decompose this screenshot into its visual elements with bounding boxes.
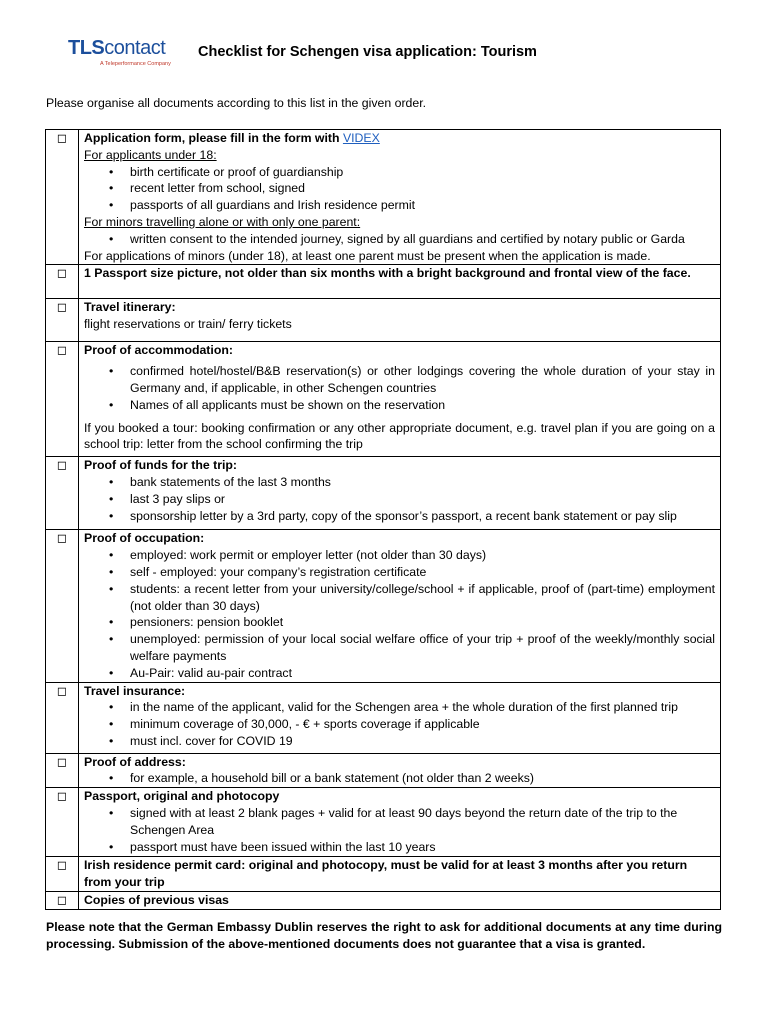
item-text: flight reservations or train/ ferry tickets [84,317,292,332]
checklist-row-previous-visas [46,891,721,909]
checkbox[interactable]: ◻ [46,530,79,682]
checklist-item-content [79,682,721,753]
logo-tagline: A Teleperformance Company [100,61,171,67]
list-item: • signed with at least 2 blank pages + valid for at least 90 days beyond the return date of the trip to the Schengen Area [130,805,715,839]
checklist-item-content [79,530,721,682]
list-item: • last 3 pay slips or [130,491,715,508]
note-text: For applications of minors (under 18), at least one parent must be present when the application is made. [84,248,651,263]
intro-text: Please organise all documents according to this list in the given order. [46,96,427,110]
checklist-item-content [79,457,721,530]
checklist-item-content [79,788,721,857]
bullet-list [84,231,715,248]
checklist-row-travel-itinerary [46,299,721,342]
list-item: • Names of all applicants must be shown on the reservation [130,397,715,414]
checkbox[interactable]: ◻ [46,682,79,753]
checkbox[interactable]: ◻ [46,457,79,530]
list-item: • birth certificate or proof of guardianship [130,164,715,181]
list-item: • self - employed: your company’s registration certificate [130,564,715,581]
list-item: • students: a recent letter from your university/college/school + if applicable, proof of (part-time) employment (not older than 30 days) [130,581,715,615]
item-title: Proof of occupation: [84,531,205,546]
checklist-row-application-form [46,130,721,265]
subheading-under-18: For applicants under 18: [84,147,217,162]
list-item: • passport must have been issued within the last 10 years [130,839,715,856]
list-item: • must incl. cover for COVID 19 [130,733,715,750]
checklist-row-occupation [46,530,721,682]
videx-link[interactable]: VIDEX [342,131,380,145]
bullet-list [84,164,715,214]
checkbox[interactable]: ◻ [46,265,79,299]
checkbox[interactable]: ◻ [46,130,79,265]
logo-contact-text: contact [104,37,166,59]
list-item: • unemployed: permission of your local social welfare office of your trip + proof of the weekly/monthly social welfare payments [130,631,715,665]
subheading-minors-travelling: For minors travelling alone or with only one parent: [84,214,361,229]
page-header [68,38,728,72]
checklist-row-address [46,753,721,788]
checklist-item-content [79,265,721,299]
list-item: • written consent to the intended journey, signed by all guardians and certified by notary public or Garda [130,231,715,248]
checklist-item-content [79,857,721,892]
list-item: • sponsorship letter by a 3rd party, copy of the sponsor’s passport, a recent bank statement or pay slip [130,508,715,525]
checklist-row-accommodation [46,342,721,457]
item-text: If you booked a tour: booking confirmation or any other appropriate document, e.g. travel plan if you are going on a school trip: letter from the school confirming the trip [84,420,715,452]
checklist-item-content [79,299,721,342]
tlscontact-logo [68,38,178,72]
list-item: • for example, a household bill or a bank statement (not older than 2 weeks) [130,770,715,787]
checkbox[interactable]: ◻ [46,788,79,857]
bullet-list [84,547,715,681]
checklist-item-content [79,130,721,265]
bullet-list [84,805,715,855]
checklist-row-passport-picture [46,265,721,299]
document-title: Checklist for Schengen visa application: Tourism [198,44,537,60]
item-title: Application form, please fill in the form with [84,131,343,145]
item-title: Irish residence permit card: original and photocopy, must be valid for at least 3 months after you return from your trip [84,858,688,889]
checklist-row-travel-insurance [46,682,721,753]
list-item: • confirmed hotel/hostel/B&B reservation(s) or other lodgings covering the whole duration of your stay in Germany and, if applicable, in other Schengen countries [130,363,715,397]
checkbox[interactable]: ◻ [46,753,79,788]
checklist-item-content [79,342,721,457]
bullet-list [84,363,715,413]
list-item: • pensioners: pension booklet [130,614,715,631]
checklist-row-passport [46,788,721,857]
logo-tls-text: TLS [68,37,105,59]
item-title: Proof of address: [84,754,186,769]
bullet-list [84,699,715,749]
item-title: Proof of funds for the trip: [84,458,238,473]
checkbox[interactable]: ◻ [46,891,79,909]
bullet-list [84,474,715,524]
list-item: • minimum coverage of 30,000, - € + sports coverage if applicable [130,716,715,733]
checklist-row-funds [46,457,721,530]
checklist-table [45,129,721,910]
checkbox[interactable]: ◻ [46,299,79,342]
list-item: • bank statements of the last 3 months [130,474,715,491]
item-title: Copies of previous visas [84,892,229,907]
list-item: • passports of all guardians and Irish residence permit [130,197,715,214]
checklist-row-residence-permit [46,857,721,892]
item-title: Passport, original and photocopy [84,789,280,804]
checklist-item-content [79,753,721,788]
item-title: Travel itinerary: [84,300,176,315]
list-item: • Au-Pair: valid au-pair contract [130,665,715,682]
footer-note: Please note that the German Embassy Dublin reserves the right to ask for additional documents at any time during processing. Submission of the above-mentioned documents does not guarantee that a visa is granted. [46,920,722,951]
item-title: Travel insurance: [84,683,186,698]
item-title: 1 Passport size picture, not older than six months with a bright background and frontal view of the face. [84,266,691,281]
list-item: • recent letter from school, signed [130,180,715,197]
item-title: Proof of accommodation: [84,343,233,358]
checkbox[interactable]: ◻ [46,857,79,892]
bullet-list [84,770,715,787]
checkbox[interactable]: ◻ [46,342,79,457]
checklist-item-content [79,891,721,909]
list-item: • employed: work permit or employer letter (not older than 30 days) [130,547,715,564]
list-item: • in the name of the applicant, valid for the Schengen area + the whole duration of the first planned trip [130,699,715,716]
